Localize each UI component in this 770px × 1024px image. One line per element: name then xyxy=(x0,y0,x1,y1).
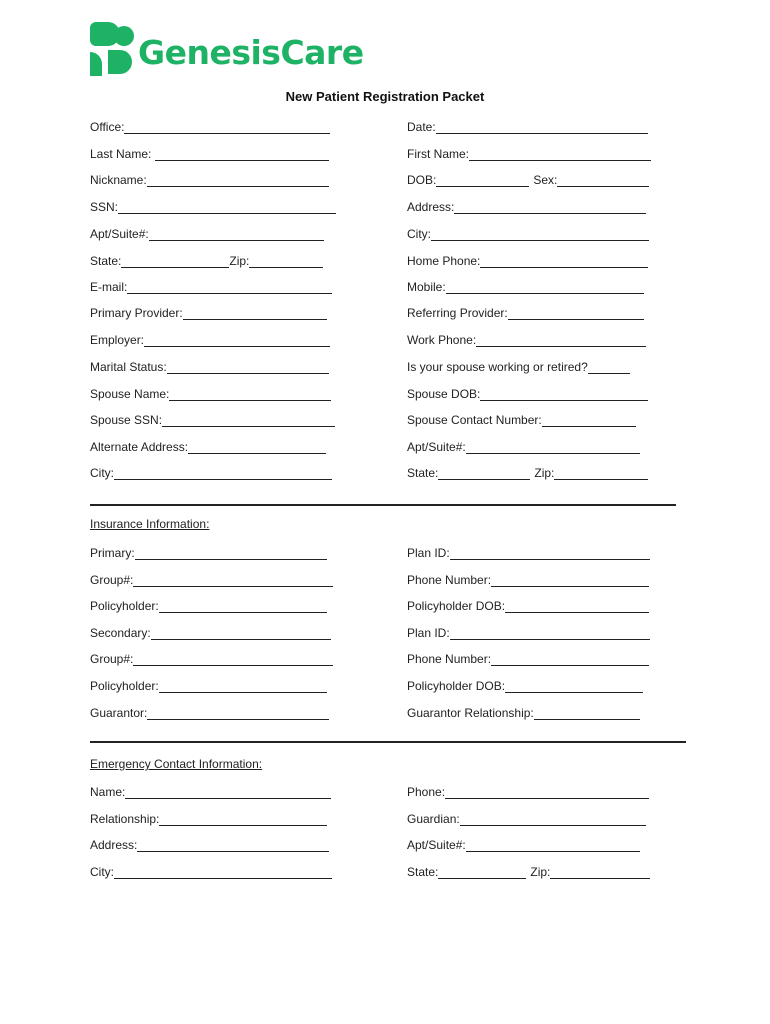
plan-id-2-line[interactable] xyxy=(450,627,650,640)
first-name-field[interactable] xyxy=(407,145,651,161)
marital-status-field[interactable] xyxy=(90,358,329,374)
emergency-zip-label: Zip: xyxy=(530,865,551,879)
emergency-state-zip-field[interactable] xyxy=(407,863,650,879)
ssn-line[interactable] xyxy=(118,201,336,214)
alt-city-line[interactable] xyxy=(114,467,332,480)
apt-suite-line[interactable] xyxy=(149,228,324,241)
policyholder-2-label: Policyholder: xyxy=(90,679,159,693)
home-phone-line[interactable] xyxy=(480,255,648,268)
first-name-line[interactable] xyxy=(469,148,651,161)
emergency-address-line[interactable] xyxy=(137,839,329,852)
emergency-apt-suite-line[interactable] xyxy=(466,839,640,852)
insurance-heading: Insurance Information: xyxy=(90,517,210,531)
plan-id-2-label: Plan ID: xyxy=(407,626,450,640)
emergency-phone-field[interactable] xyxy=(407,783,649,799)
email-line[interactable] xyxy=(127,281,332,294)
date-line[interactable] xyxy=(436,121,648,134)
employer-field[interactable] xyxy=(90,331,330,347)
spouse-ssn-label: Spouse SSN: xyxy=(90,413,163,427)
alt-state-zip-field[interactable] xyxy=(407,464,648,480)
policyholder-line[interactable] xyxy=(159,600,327,613)
email-field[interactable] xyxy=(90,278,332,294)
plan-id-2-field[interactable] xyxy=(407,624,650,640)
emergency-city-line[interactable] xyxy=(114,866,332,879)
zip-label: Zip: xyxy=(229,254,250,268)
spouse-contact-label: Spouse Contact Number: xyxy=(407,413,542,427)
guardian-field[interactable] xyxy=(407,810,646,826)
address-line[interactable] xyxy=(454,201,646,214)
state-zip-field[interactable] xyxy=(90,252,323,268)
mobile-field[interactable] xyxy=(407,278,644,294)
nickname-label: Nickname: xyxy=(90,173,147,187)
secondary-insurance-label: Secondary: xyxy=(90,626,151,640)
emergency-name-label: Name: xyxy=(90,785,126,799)
spouse-ssn-line[interactable] xyxy=(162,414,335,427)
emergency-heading: Emergency Contact Information: xyxy=(90,757,263,771)
date-label: Date: xyxy=(407,120,436,134)
state-line[interactable] xyxy=(121,255,229,268)
state-label: State: xyxy=(90,254,122,268)
ssn-field[interactable] xyxy=(90,198,336,214)
office-field[interactable] xyxy=(90,118,330,134)
spouse-dob-label: Spouse DOB: xyxy=(407,387,481,401)
emergency-phone-label: Phone: xyxy=(407,785,446,799)
spouse-name-line[interactable] xyxy=(169,388,331,401)
policyholder-2-line[interactable] xyxy=(159,680,327,693)
employer-line[interactable] xyxy=(144,334,330,347)
primary-provider-label: Primary Provider: xyxy=(90,306,183,320)
brand-name: GenesisCare xyxy=(138,32,364,72)
nickname-field[interactable] xyxy=(90,171,329,187)
apt-suite-field[interactable] xyxy=(90,225,324,241)
emergency-apt-suite-label: Apt/Suite#: xyxy=(407,838,466,852)
emergency-apt-suite-field[interactable] xyxy=(407,836,640,852)
home-phone-field[interactable] xyxy=(407,252,648,268)
group-2-label: Group#: xyxy=(90,652,134,666)
work-phone-label: Work Phone: xyxy=(407,333,477,347)
relationship-field[interactable] xyxy=(90,810,327,826)
sex-label: Sex: xyxy=(533,173,558,187)
referring-provider-label: Referring Provider: xyxy=(407,306,508,320)
primary-insurance-line[interactable] xyxy=(135,547,327,560)
alt-city-field[interactable] xyxy=(90,464,332,480)
alt-zip-line[interactable] xyxy=(554,467,648,480)
email-label: E-mail: xyxy=(90,280,128,294)
emergency-zip-line[interactable] xyxy=(550,866,650,879)
phone-number-field[interactable] xyxy=(407,571,649,587)
sex-line[interactable] xyxy=(557,174,649,187)
last-name-line[interactable] xyxy=(155,148,329,161)
policyholder-dob-2-label: Policyholder DOB: xyxy=(407,679,506,693)
policyholder-field[interactable] xyxy=(90,597,327,613)
phone-number-line[interactable] xyxy=(491,574,649,587)
marital-status-line[interactable] xyxy=(167,361,329,374)
mobile-line[interactable] xyxy=(446,281,644,294)
referring-provider-field[interactable] xyxy=(407,304,644,320)
date-field[interactable] xyxy=(407,118,648,134)
policyholder-dob-2-line[interactable] xyxy=(505,680,643,693)
last-name-label: Last Name: xyxy=(90,147,152,161)
alt-apt-suite-label: Apt/Suite#: xyxy=(407,440,466,454)
alt-apt-suite-line[interactable] xyxy=(466,441,640,454)
alt-zip-label: Zip: xyxy=(534,466,555,480)
work-phone-line[interactable] xyxy=(476,334,646,347)
relationship-label: Relationship: xyxy=(90,812,160,826)
dob-sex-field[interactable] xyxy=(407,171,649,187)
ssn-label: SSN: xyxy=(90,200,119,214)
section-divider-2 xyxy=(90,741,686,743)
mobile-label: Mobile: xyxy=(407,280,446,294)
policyholder-label: Policyholder: xyxy=(90,599,159,613)
city-line[interactable] xyxy=(431,228,649,241)
section-divider xyxy=(90,504,676,506)
group-2-line[interactable] xyxy=(133,653,333,666)
alt-city-label: City: xyxy=(90,466,114,480)
policyholder-dob-field[interactable] xyxy=(407,597,649,613)
group-field[interactable] xyxy=(90,571,333,587)
alt-apt-suite-field[interactable] xyxy=(407,438,640,454)
phone-number-2-line[interactable] xyxy=(491,653,649,666)
home-phone-label: Home Phone: xyxy=(407,254,481,268)
guardian-line[interactable] xyxy=(460,813,646,826)
city-label: City: xyxy=(407,227,431,241)
emergency-state-label: State: xyxy=(407,865,439,879)
office-line[interactable] xyxy=(124,121,330,134)
phone-number-2-label: Phone Number: xyxy=(407,652,492,666)
plan-id-line[interactable] xyxy=(450,547,650,560)
primary-insurance-label: Primary: xyxy=(90,546,135,560)
emergency-address-label: Address: xyxy=(90,838,138,852)
emergency-state-line[interactable] xyxy=(438,866,526,879)
spouse-name-label: Spouse Name: xyxy=(90,387,170,401)
nickname-line[interactable] xyxy=(147,174,329,187)
primary-provider-line[interactable] xyxy=(183,307,327,320)
primary-provider-field[interactable] xyxy=(90,304,327,320)
spouse-working-label: Is your spouse working or retired? xyxy=(407,360,588,374)
spouse-dob-line[interactable] xyxy=(480,388,648,401)
group-2-field[interactable] xyxy=(90,650,333,666)
spouse-dob-field[interactable] xyxy=(407,385,648,401)
group-label: Group#: xyxy=(90,573,134,587)
spouse-ssn-field[interactable] xyxy=(90,411,335,427)
primary-insurance-field[interactable] xyxy=(90,544,327,560)
policyholder-dob-line[interactable] xyxy=(505,600,649,613)
first-name-label: First Name: xyxy=(407,147,470,161)
phone-number-label: Phone Number: xyxy=(407,573,492,587)
alt-state-line[interactable] xyxy=(438,467,530,480)
emergency-phone-line[interactable] xyxy=(445,786,649,799)
relationship-line[interactable] xyxy=(159,813,327,826)
marital-status-label: Marital Status: xyxy=(90,360,167,374)
alternate-address-field[interactable] xyxy=(90,438,326,454)
address-field[interactable] xyxy=(407,198,646,214)
alt-state-label: State: xyxy=(407,466,439,480)
emergency-city-label: City: xyxy=(90,865,114,879)
spouse-contact-line[interactable] xyxy=(542,414,636,427)
guarantor-relationship-field[interactable] xyxy=(407,704,640,720)
city-field[interactable] xyxy=(407,225,649,241)
spouse-contact-field[interactable] xyxy=(407,411,636,427)
guardian-label: Guardian: xyxy=(407,812,460,826)
secondary-insurance-field[interactable] xyxy=(90,624,331,640)
employer-label: Employer: xyxy=(90,333,145,347)
guarantor-relationship-line[interactable] xyxy=(534,707,640,720)
last-name-field[interactable] xyxy=(90,145,329,161)
referring-provider-line[interactable] xyxy=(508,307,644,320)
address-label: Address: xyxy=(407,200,455,214)
plan-id-label: Plan ID: xyxy=(407,546,450,560)
plan-id-field[interactable] xyxy=(407,544,650,560)
group-line[interactable] xyxy=(133,574,333,587)
dob-line[interactable] xyxy=(436,174,529,187)
work-phone-field[interactable] xyxy=(407,331,646,347)
zip-line[interactable] xyxy=(249,255,323,268)
spouse-working-field[interactable] xyxy=(407,358,630,374)
emergency-city-field[interactable] xyxy=(90,863,332,879)
apt-suite-label: Apt/Suite#: xyxy=(90,227,149,241)
policyholder-2-field[interactable] xyxy=(90,677,327,693)
policyholder-dob-label: Policyholder DOB: xyxy=(407,599,506,613)
guarantor-relationship-label: Guarantor Relationship: xyxy=(407,706,534,720)
alternate-address-label: Alternate Address: xyxy=(90,440,189,454)
guarantor-line[interactable] xyxy=(147,707,329,720)
emergency-address-field[interactable] xyxy=(90,836,329,852)
guarantor-label: Guarantor: xyxy=(90,706,148,720)
spouse-working-line[interactable] xyxy=(588,361,630,374)
secondary-insurance-line[interactable] xyxy=(151,627,331,640)
spouse-name-field[interactable] xyxy=(90,385,331,401)
guarantor-field[interactable] xyxy=(90,704,329,720)
office-label: Office: xyxy=(90,120,125,134)
genesiscare-logo-icon xyxy=(90,22,134,76)
page-title: New Patient Registration Packet xyxy=(285,89,485,104)
emergency-name-line[interactable] xyxy=(125,786,331,799)
policyholder-dob-2-field[interactable] xyxy=(407,677,643,693)
phone-number-2-field[interactable] xyxy=(407,650,649,666)
alternate-address-line[interactable] xyxy=(188,441,326,454)
genesiscare-logo xyxy=(90,22,364,76)
emergency-name-field[interactable] xyxy=(90,783,331,799)
dob-label: DOB: xyxy=(407,173,437,187)
